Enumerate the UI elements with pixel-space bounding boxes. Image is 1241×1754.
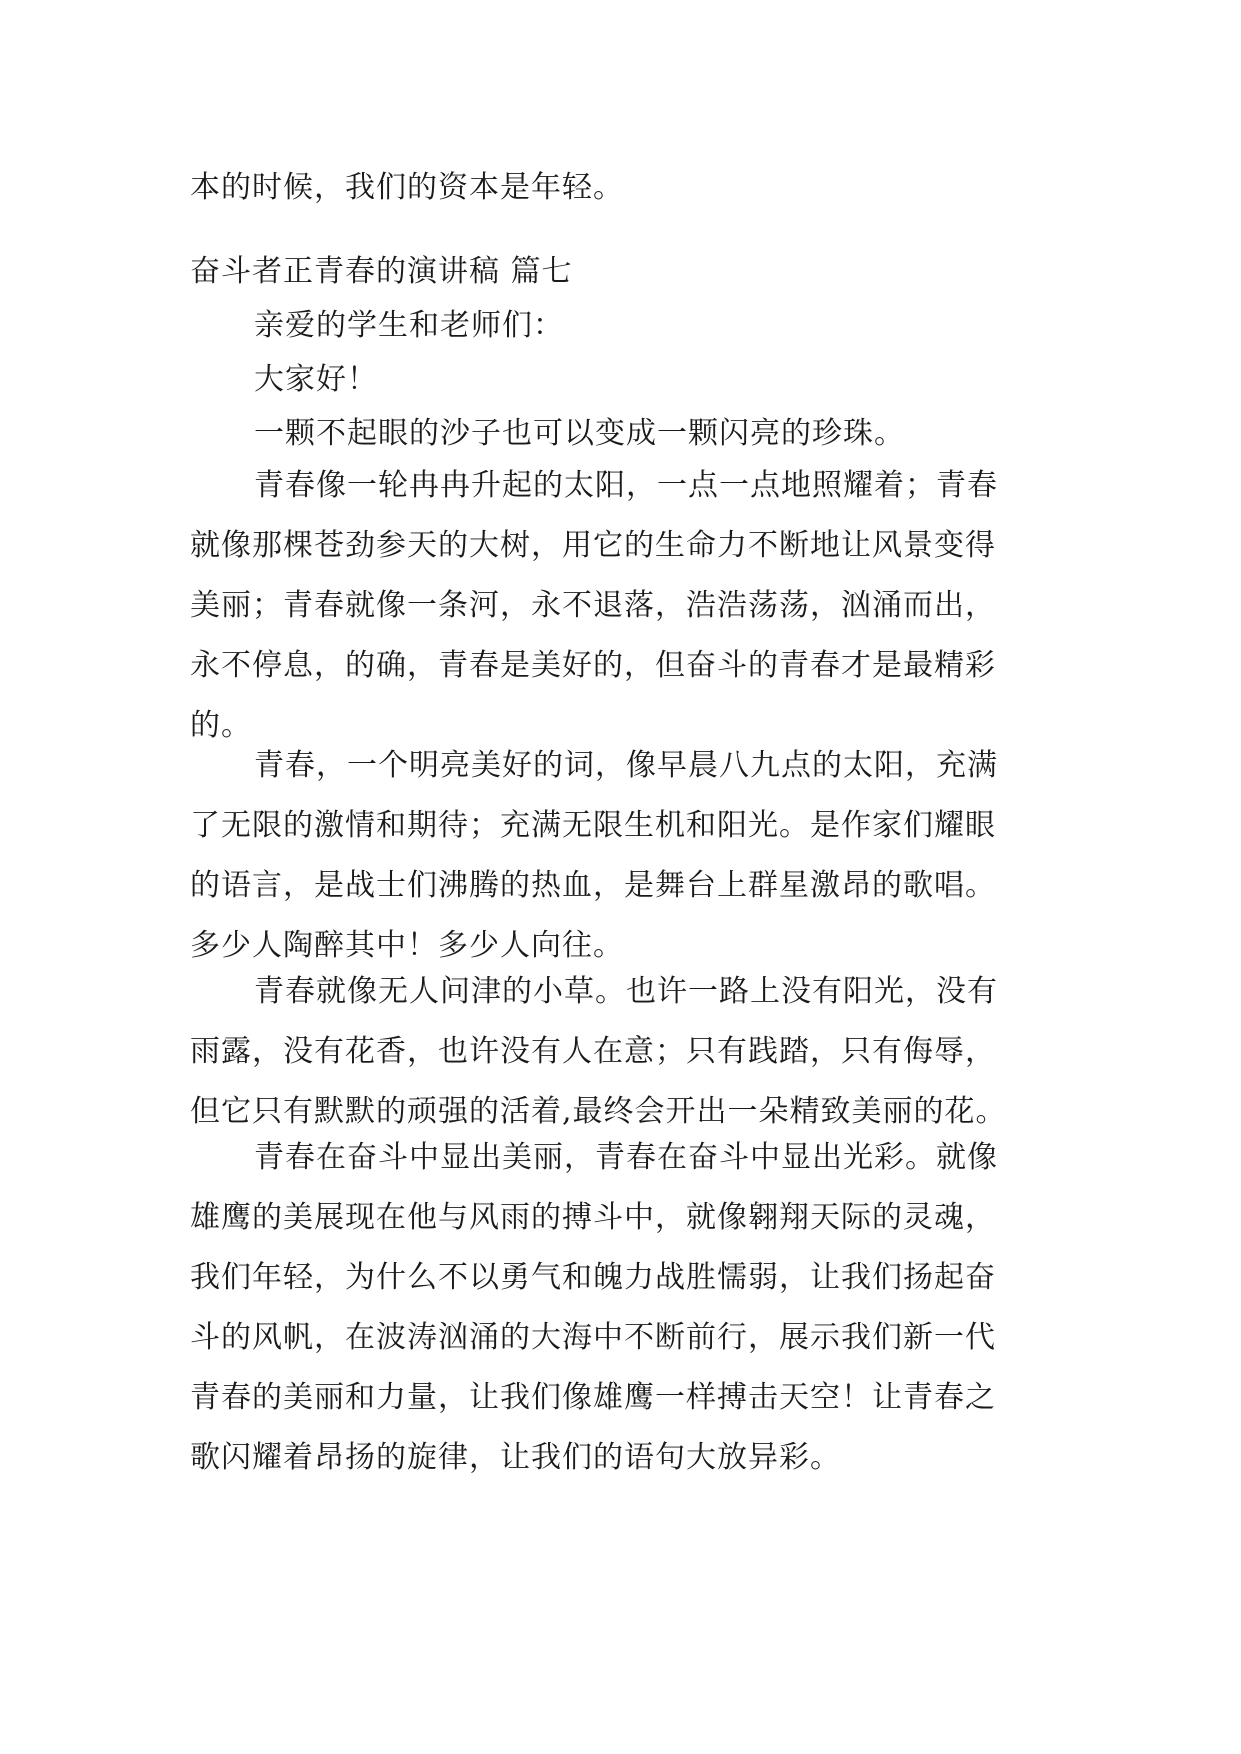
- section-title: [190, 242, 1052, 302]
- text-line: 本的时候，我们的资本是年轻。: [190, 170, 624, 205]
- text-line: 的语言，是战士们沸腾的热血，是舞台上群星激昂的歌唱。: [190, 868, 996, 903]
- text-line: 雨露，没有花香，也许没有人在意；只有践踏，只有侮辱，: [190, 1034, 996, 1069]
- text-line: 斗的风帆，在波涛汹涌的大海中不断前行，展示我们新一代: [190, 1320, 996, 1355]
- text-line: 就像那棵苍劲参天的大树，用它的生命力不断地让风景变得: [190, 528, 996, 563]
- text-line: 我们年轻，为什么不以勇气和魄力战胜懦弱，让我们扬起奋: [190, 1260, 996, 1295]
- salutation-text: 大家好！: [254, 362, 378, 397]
- paragraph-5: [190, 1128, 1052, 1488]
- greeting: [190, 296, 1052, 356]
- text-line: 青春，一个明亮美好的词，像早晨八九点的太阳，充满: [254, 748, 998, 783]
- text-line: 多少人陶醉其中！多少人向往。: [190, 928, 624, 963]
- paragraph-3: [190, 736, 1052, 976]
- greeting-text: 亲爱的学生和老师们：: [254, 308, 564, 343]
- text-line: 青春就像无人问津的小草。也许一路上没有阳光，没有: [254, 974, 998, 1009]
- text-line: 青春的美丽和力量，让我们像雄鹰一样搏击天空！让青春之: [190, 1380, 996, 1415]
- text-line: 歌闪耀着昂扬的旋律，让我们的语句大放异彩。: [190, 1440, 841, 1475]
- text-line: 雄鹰的美展现在他与风雨的搏斗中，就像翱翔天际的灵魂，: [190, 1200, 996, 1235]
- text-line: 了无限的激情和期待；充满无限生机和阳光。是作家们耀眼: [190, 808, 996, 843]
- text-line: 的。: [190, 708, 252, 743]
- paragraph-2: [190, 456, 1052, 756]
- paragraph-1: [190, 404, 1052, 464]
- text-line: 青春在奋斗中显出美丽，青春在奋斗中显出光彩。就像: [254, 1140, 998, 1175]
- text-line: 但它只有默默的顽强的活着,最终会开出一朵精致美丽的花。: [190, 1094, 1007, 1129]
- text-line: 青春像一轮冉冉升起的太阳，一点一点地照耀着；青春: [254, 468, 998, 503]
- text-line: 美丽；青春就像一条河，永不退落，浩浩荡荡，汹涌而出，: [190, 588, 996, 623]
- paragraph-4: [190, 962, 1052, 1142]
- continuation-paragraph: [190, 158, 1052, 218]
- section-title-text: 奋斗者正青春的演讲稿 篇七: [190, 254, 573, 289]
- text-line: 永不停息，的确，青春是美好的，但奋斗的青春才是最精彩: [190, 648, 996, 683]
- text-line: 一颗不起眼的沙子也可以变成一颗闪亮的珍珠。: [254, 416, 905, 451]
- salutation: [190, 350, 1052, 410]
